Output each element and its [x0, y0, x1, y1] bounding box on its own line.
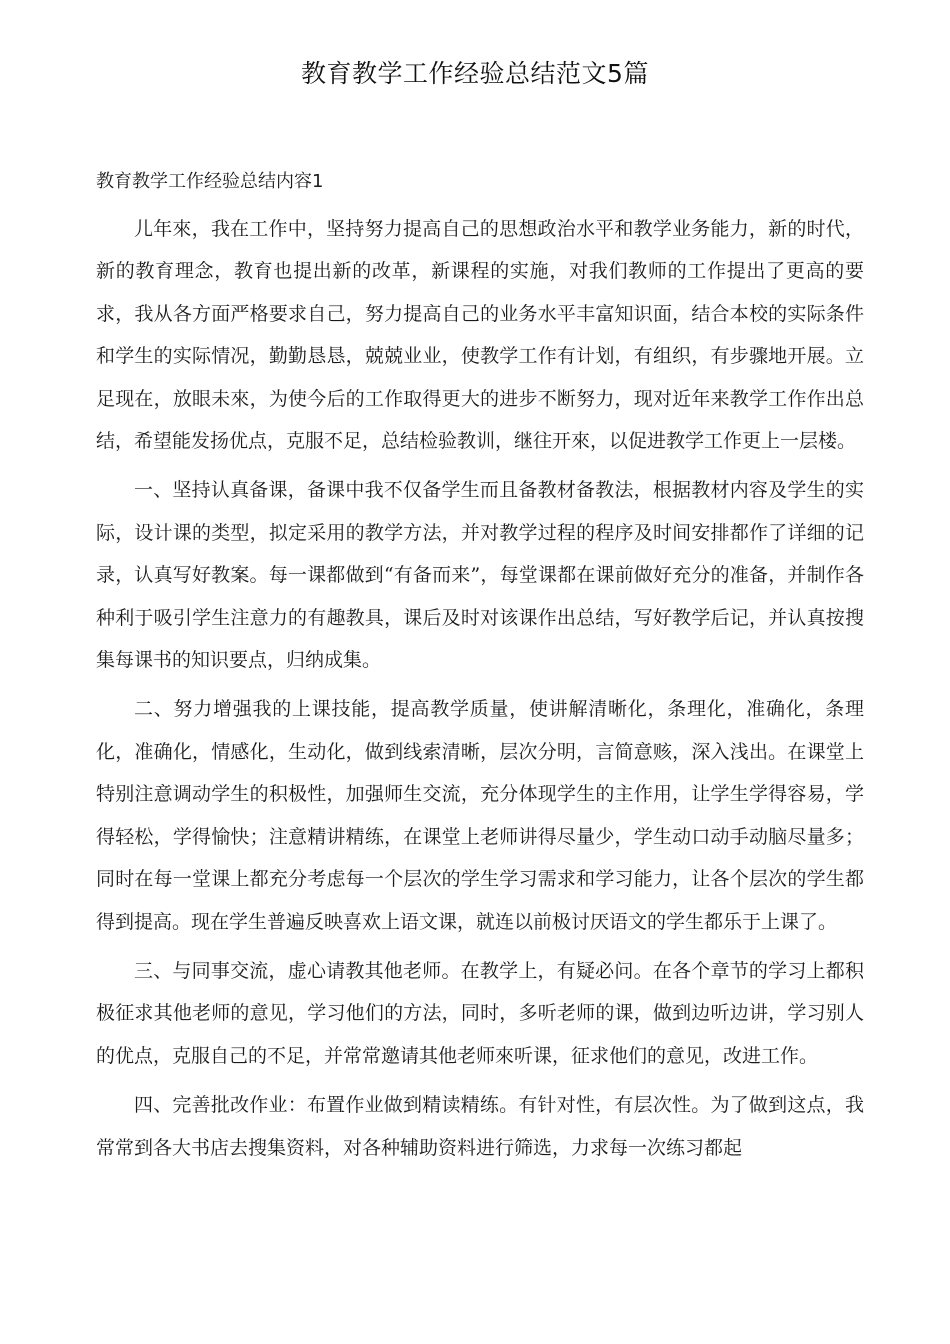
document-title: 教育教学工作经验总结范文5篇: [301, 59, 649, 88]
document-body: [96, 164, 864, 1176]
paragraph-lesson-preparation: 一、坚持认真备课，备课中我不仅备学生而且备教材备教法，根据教材内容及学生的实际，设计课的类型，拟定采用的教学方法，并对教学过程的程序及时间安排都作了详细的记录，认真写好教案。每一课都做到“有备而来”，每堂课都在课前做好充分的准备，并制作各种利于吸引学生注意力的有趣教具，课后及时对该课作出总结，写好教学后记，并认真按搜集每课书的知识要点，归纳成集。: [96, 479, 864, 672]
paragraph-intro: 儿年來，我在工作中，坚持努力提高自己的思想政治水平和教学业务能力，新的时代，新的教育理念，教育也提出新的改革，新课程的实施，对我们教师的工作提出了更高的要求，我从各方面严格要求自己，努力提高自己的业务水平丰富知识面，结合本校的实际条件和学生的实际情况，勤勤恳恳，兢兢业业，使教学工作有计划，有组织，有步骤地开展。立足现在，放眼未來，为使今后的工作取得更大的进步不断努力，现对近年来教学工作作出总结，希望能发扬优点，克服不足，总结检验教训，继往开來，以促进教学工作更上一层楼。: [96, 218, 864, 453]
paragraph-teaching-skills: 二、努力增强我的上课技能，提高教学质量，使讲解清晰化，条理化，准确化，条理化，准确化，情感化，生动化，做到线索清晰，层次分明，言简意赅，深入浅出。在课堂上特别注意调动学生的积极性，加强师生交流，充分体现学生的主作用，让学生学得容易，学得轻松，学得愉快；注意精讲精练，在课堂上老师讲得尽量少，学生动口动手动脑尽量多；同时在每一堂课上都充分考虑每一个层次的学生学习需求和学习能力，让各个层次的学生都得到提高。现在学生普遍反映喜欢上语文课，就连以前极讨厌语文的学生都乐于上课了。: [96, 698, 864, 933]
paragraph-homework-correction: 四、完善批改作业：布置作业做到精读精练。有针对性，有层次性。为了做到这点，我常常到各大书店去搜集资料，对各种辅助资料进行筛选，力求每一次练习都起: [96, 1094, 864, 1159]
paragraph-colleague-exchange: 三、与同事交流，虚心请教其他老师。在教学上，有疑必问。在各个章节的学习上都积极征求其他老师的意见，学习他们的方法，同时，多听老师的课，做到边听边讲，学习别人的优点，克服自己的不足，并常常邀请其他老师來听课，征求他们的意见，改进工作。: [96, 959, 864, 1067]
section-heading: 教育教学工作经验总结内容1: [96, 171, 324, 192]
